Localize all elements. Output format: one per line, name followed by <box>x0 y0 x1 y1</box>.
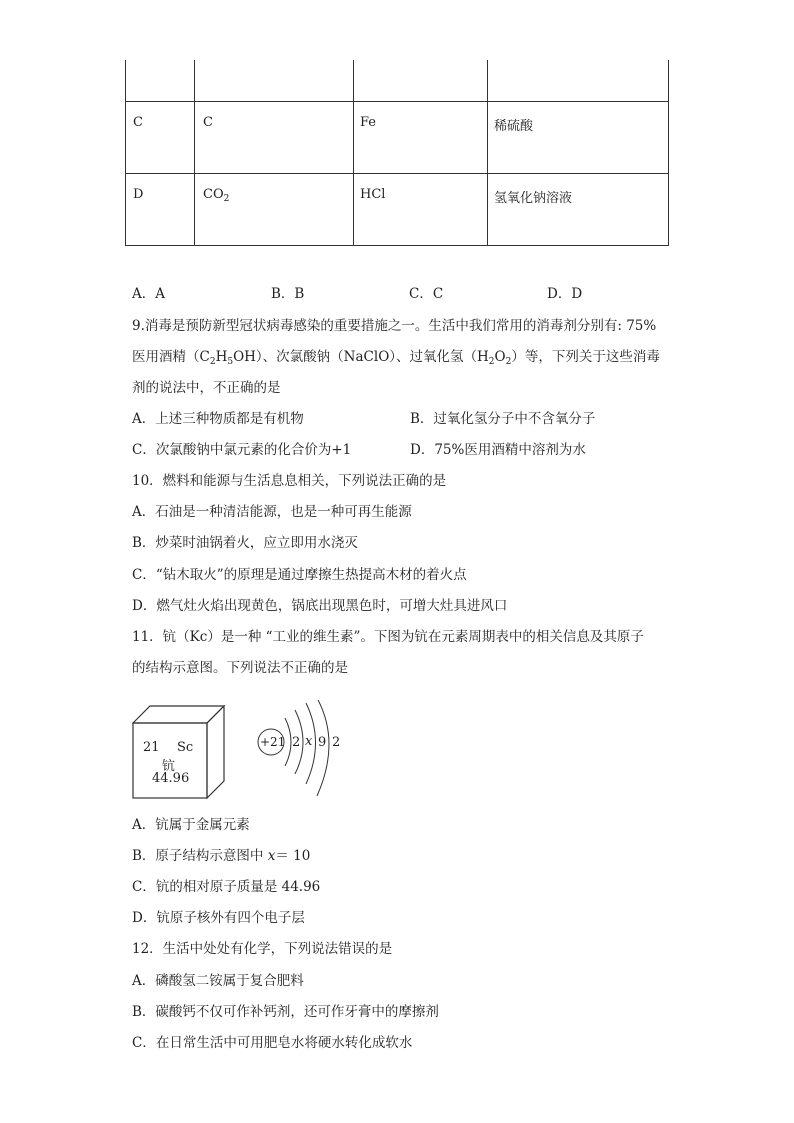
q11-stem: 的结构示意图。下列说法不正确的是 <box>132 660 348 676</box>
q12-option-c: C．在日常生活中可用肥皂水将硬水转化成软水 <box>132 1035 413 1051</box>
element-name: 钪 <box>162 759 176 774</box>
q9-option-d: D．75%医用酒精中溶剂为水 <box>410 442 586 458</box>
table-rule <box>125 173 669 174</box>
table-cell: 氢氧化钠溶液 <box>494 191 573 206</box>
q10-option-d: D．燃气灶火焰出现黄色，锅底出现黑色时，可增大灶具进风口 <box>132 598 508 614</box>
answer-table <box>125 60 669 246</box>
table-cell: D <box>133 187 144 202</box>
q11-option-c: C．钪的相对原子质量是 44.96 <box>132 879 321 895</box>
q11-option-b: B．原子结构示意图中 x＝ 10 <box>132 848 311 864</box>
q9-option-c: C．次氯酸钠中氯元素的化合价为+1 <box>132 442 352 458</box>
atomic-mass: 44.96 <box>152 771 190 786</box>
shell-electrons: x <box>305 734 313 749</box>
q11-option-a: A．钪属于金属元素 <box>132 817 250 833</box>
table-rule <box>668 60 669 246</box>
shell-electrons: 9 <box>318 735 327 750</box>
table-rule <box>125 101 669 102</box>
shell-electrons: 2 <box>292 735 301 750</box>
table-rule <box>125 60 126 246</box>
atomic-number: 21 <box>143 740 160 755</box>
element-symbol: Sc <box>177 740 194 755</box>
q12-option-b: B．碳酸钙不仅可作补钙剂，还可作牙膏中的摩擦剂 <box>132 1004 439 1020</box>
table-cell: Fe <box>360 115 377 130</box>
table-rule <box>487 60 488 246</box>
nucleus-charge: +21 <box>260 735 286 749</box>
q12-option-a: A．磷酸氢二铵属于复合肥料 <box>132 973 304 989</box>
q11-stem: 11．钪（Kc）是一种 “工业的维生素”。下图为钪在元素周期表中的相关信息及其原子 <box>132 629 644 645</box>
table-cell: C <box>203 115 213 130</box>
table-cell: $CO_2$ <box>203 187 230 204</box>
table-cell: C <box>133 115 143 130</box>
q8-option-a: A．A <box>132 286 165 302</box>
q9-option-b: B．过氧化氢分子中不含氧分子 <box>410 411 596 427</box>
table-rule <box>125 245 669 246</box>
table-rule <box>194 60 195 246</box>
table-cell: 稀硫酸 <box>494 119 534 134</box>
q9-stem: 剂的说法中，不正确的是 <box>132 380 281 396</box>
q9-stem: 9.消毒是预防新型冠状病毒感染的重要措施之一。生活中我们常用的消毒剂分别有: 75% <box>132 318 657 334</box>
table-cell: HCl <box>360 187 386 202</box>
atomic-structure-diagram <box>255 700 360 800</box>
q10-option-a: A．石油是一种清洁能源，也是一种可再生能源 <box>132 504 412 520</box>
q10-option-b: B．炒菜时油锅着火，应立即用水浇灭 <box>132 535 358 551</box>
q9-option-a: A．上述三种物质都是有机物 <box>132 411 304 427</box>
q12-stem: 12．生活中处处有化学，下列说法错误的是 <box>132 941 393 957</box>
shell-electrons: 2 <box>332 735 341 750</box>
q10-option-c: C．“钻木取火”的原理是通过摩擦生热提高木材的着火点 <box>132 567 467 583</box>
q8-option-c: C．C <box>409 286 444 302</box>
q11-option-d: D．钪原子核外有四个电子层 <box>132 910 305 926</box>
q10-stem: 10．燃料和能源与生活息息相关，下列说法正确的是 <box>132 473 447 489</box>
q8-option-b: B．B <box>271 286 305 302</box>
q8-option-d: D．D <box>547 286 583 302</box>
table-rule <box>353 60 354 246</box>
q9-stem: 医用酒精$(C_2H_5OH)$、次氯酸钠（NaClO）、过氧化氢$(H_2O_2)$等，下列关于这些消毒 <box>132 349 660 367</box>
